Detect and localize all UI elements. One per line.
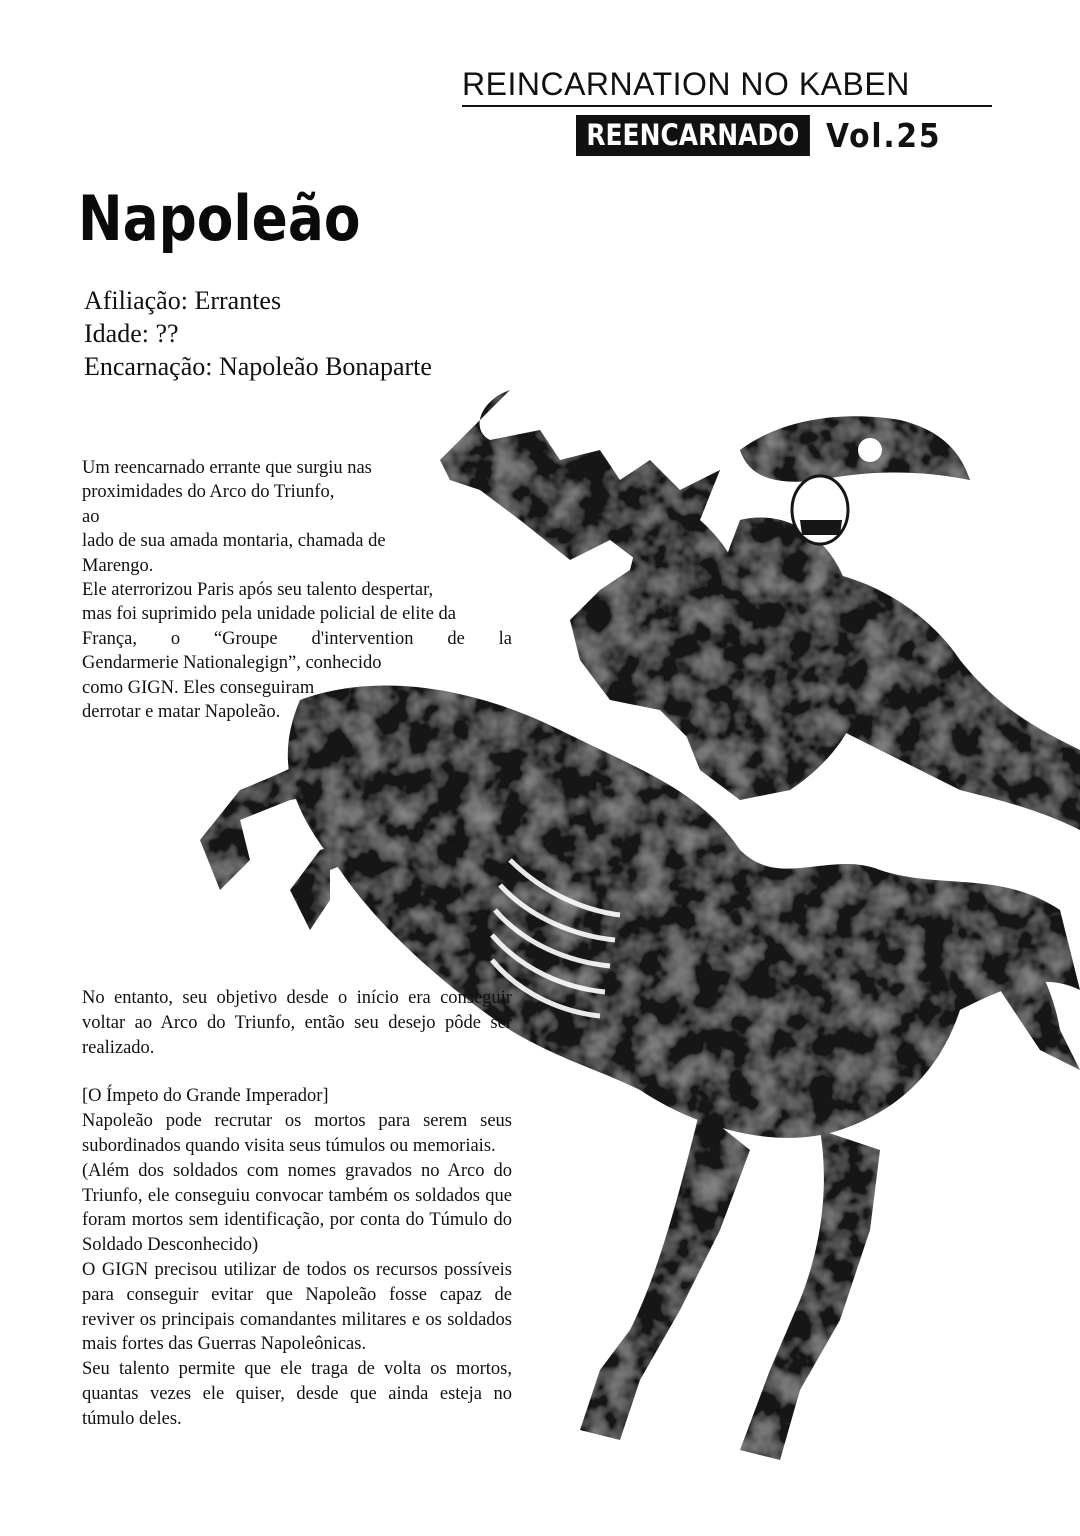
volume-label: Vol.25 — [825, 115, 942, 155]
bio-line: Ele aterrorizou Paris após seu talento despertar, — [82, 580, 434, 601]
subtitle-badge: REENCARNADO — [576, 115, 810, 156]
horse-hind-leg-2 — [740, 1130, 880, 1460]
bio-line: derrotar e matar Napoleão. — [82, 702, 281, 723]
bio-line: Um reencarnado errante que surgiu nas — [82, 458, 372, 478]
character-name: Napoleão — [78, 182, 361, 255]
bicorne-hat — [740, 416, 970, 481]
subtitle-row — [576, 114, 954, 156]
bio-line: Marengo. — [82, 555, 154, 576]
bio-line: Gendarmerie Nationalegign”, conhecido — [82, 653, 382, 674]
incarnation: Encarnação: Napoleão Bonaparte — [84, 352, 432, 381]
ability-section — [82, 986, 512, 1432]
bio-line: como GIGN. Eles conseguiram — [82, 677, 315, 698]
bio-line: proximidades do Arco do Triunfo, ao — [82, 482, 335, 527]
paragraph-talent: Seu talento permite que ele traga de volta os mortos, quantas vezes ele quiser, desde que ainda esteja no túmulo deles. — [82, 1359, 512, 1429]
bio-line: França, o “Groupe d'intervention de la — [82, 628, 512, 649]
bio-line: lado de sua amada montaria, chamada de — [82, 531, 386, 552]
paragraph-soldiers: (Além dos soldados com nomes gravados no Arco do Triunfo, ele conseguiu convocar também os soldados que foram mortos sem identificação, por conta do Túmulo do Soldado Desconhecido) — [82, 1160, 512, 1256]
rider-grin — [800, 520, 842, 535]
bio-section — [82, 456, 512, 724]
paragraph-objective: No entanto, seu objetivo desde o início era conseguir voltar ao Arco do Triunfo, então seu desejo pôde ser realizado. — [82, 988, 512, 1058]
affiliation: Afiliação: Errantes — [84, 286, 282, 315]
bio-line: mas foi suprimido pela unidade policial de elite da — [82, 604, 457, 625]
ability-title: [O Ímpeto do Grande Imperador] — [82, 1086, 329, 1107]
horse-hind-leg — [580, 1110, 750, 1440]
paragraph-recruit: Napoleão pode recrutar os mortos para serem seus subordinados quando visita seus túmulos ou memoriais. — [82, 1111, 512, 1156]
age: Idade: ?? — [84, 319, 179, 348]
series-title: REINCARNATION NO KABEN — [462, 66, 992, 107]
character-info — [84, 284, 432, 383]
paragraph-gign: O GIGN precisou utilizar de todos os recursos possíveis para conseguir evitar que Napoleão fosse capaz de reviver os principais comandantes militares e os soldados mais fortes das Guerras Napoleônicas. — [82, 1259, 512, 1355]
skull-emblem — [858, 438, 882, 462]
